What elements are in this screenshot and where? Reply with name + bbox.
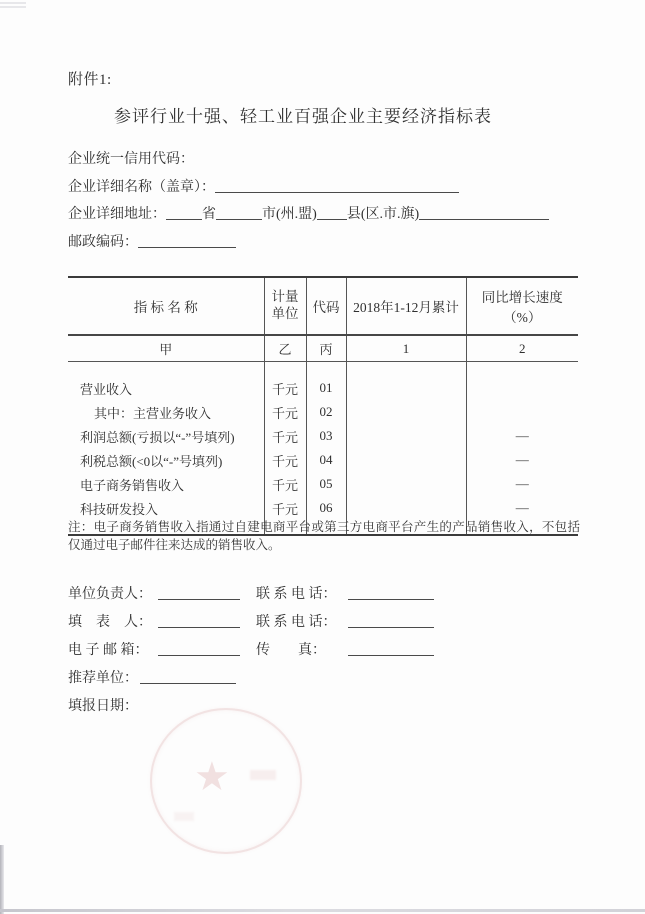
indicator-name-cell: 利润总额(亏损以“-”号填列) xyxy=(80,429,235,445)
responsible-label: 单位负责人： xyxy=(68,587,152,602)
col-header-code: 代码 xyxy=(306,277,346,335)
table-row xyxy=(68,496,578,520)
preparer-label: 填 表 人： xyxy=(68,615,152,630)
unit-cell: 千元 xyxy=(264,376,306,400)
phone2-blank xyxy=(348,613,434,628)
code-cell: 02 xyxy=(306,400,346,424)
subheader-unit: 乙 xyxy=(264,335,306,362)
code-cell: 05 xyxy=(306,472,346,496)
col-header-unit xyxy=(264,277,306,335)
address-detail-blank xyxy=(419,205,549,220)
growth-cell: — xyxy=(466,496,578,520)
phone2-label: 联 系 电 话： xyxy=(256,615,337,630)
address-label: 企业详细地址： xyxy=(68,207,166,222)
indicator-name-cell: 利税总额(<0以“-”号填列) xyxy=(80,453,223,469)
subheader-indicator: 甲 xyxy=(68,335,264,362)
table-row xyxy=(68,424,578,448)
indicator-name-cell: 其中：主营业务收入 xyxy=(94,405,212,421)
scan-artifact-bottom-edge xyxy=(0,909,645,912)
postal-code-blank xyxy=(138,233,236,248)
fax-label: 传 真： xyxy=(256,643,326,658)
table-subheader-row xyxy=(68,335,578,362)
address-province-blank xyxy=(166,205,202,220)
col-header-indicator: 指 标 名 称 xyxy=(68,277,264,335)
attachment-label: 附件1: xyxy=(68,72,112,88)
value-cell xyxy=(346,376,466,400)
email-row xyxy=(68,639,434,667)
seal-ring xyxy=(150,708,302,854)
preparer-blank xyxy=(158,613,240,628)
indicator-name-cell: 营业收入 xyxy=(80,381,133,397)
responsible-row xyxy=(68,583,434,611)
growth-cell xyxy=(466,376,578,400)
code-cell: 04 xyxy=(306,448,346,472)
indicators-table xyxy=(68,276,578,536)
scan-artifact-left-edge xyxy=(0,845,4,914)
table-row xyxy=(68,472,578,496)
subheader-growth: 2 xyxy=(466,335,578,362)
credit-code-line xyxy=(68,148,194,168)
address-city-suffix: 市(州.盟) xyxy=(262,207,317,222)
subheader-period: 1 xyxy=(346,335,466,362)
recommender-blank xyxy=(140,669,236,684)
date-label: 填报日期： xyxy=(68,699,138,714)
address-city-blank xyxy=(216,205,262,220)
code-cell: 06 xyxy=(306,496,346,520)
unit-cell: 千元 xyxy=(264,448,306,472)
subheader-code: 丙 xyxy=(306,335,346,362)
page-title: 参评行业十强、轻工业百强企业主要经济指标表 xyxy=(114,107,492,126)
phone1-blank xyxy=(348,585,434,600)
recommender-label: 推荐单位： xyxy=(68,671,138,686)
recommender-row xyxy=(68,667,434,695)
credit-code-label: 企业统一信用代码： xyxy=(68,152,194,167)
phone1-label: 联 系 电 话： xyxy=(256,587,337,602)
star-icon: ★ xyxy=(194,754,230,800)
footnote: 注：电子商务销售收入指通过自建电商平台或第三方电商平台产生的产品销售收入，不包括仅通过电子邮件往来达成的销售收入。 xyxy=(68,520,580,553)
indicator-name-cell: 电子商务销售收入 xyxy=(80,477,185,493)
spacer-row xyxy=(68,362,578,377)
growth-cell: — xyxy=(466,472,578,496)
unit-cell: 千元 xyxy=(264,424,306,448)
growth-cell xyxy=(466,400,578,424)
code-cell: 01 xyxy=(306,376,346,400)
value-cell xyxy=(346,496,466,520)
growth-cell: — xyxy=(466,448,578,472)
table-row xyxy=(68,376,578,400)
indicator-name-cell: 科技研发投入 xyxy=(80,501,159,517)
email-blank xyxy=(158,641,240,656)
value-cell xyxy=(346,472,466,496)
responsible-blank xyxy=(158,585,240,600)
company-seal-stamp xyxy=(150,708,302,854)
date-row xyxy=(68,695,434,723)
address-line xyxy=(68,203,549,223)
company-name-line xyxy=(68,176,459,196)
footer-fields xyxy=(68,583,434,723)
company-name-label: 企业详细名称（盖章）： xyxy=(68,180,215,195)
address-province-suffix: 省 xyxy=(202,207,216,222)
preparer-row xyxy=(68,611,434,639)
unit-header-line1: 计量 xyxy=(271,289,299,305)
unit-cell: 千元 xyxy=(264,400,306,424)
address-county-blank xyxy=(317,205,347,220)
table-row xyxy=(68,400,578,424)
value-cell xyxy=(346,448,466,472)
value-cell xyxy=(346,400,466,424)
unit-cell: 千元 xyxy=(264,496,306,520)
col-header-period: 2018年1-12月累计 xyxy=(346,277,466,335)
table-header-row xyxy=(68,277,578,335)
value-cell xyxy=(346,424,466,448)
email-label: 电 子 邮 箱： xyxy=(68,643,149,658)
company-name-blank xyxy=(215,178,459,193)
address-county-suffix: 县(区.市.旗) xyxy=(346,207,420,222)
col-header-growth: 同比增长速度（%） xyxy=(466,277,578,335)
growth-cell: — xyxy=(466,424,578,448)
unit-header-line2: 单位 xyxy=(271,306,299,321)
table-row xyxy=(68,448,578,472)
seal-text-smudge xyxy=(250,770,276,780)
fax-blank xyxy=(348,641,434,656)
postal-code-label: 邮政编码： xyxy=(68,235,138,250)
unit-cell: 千元 xyxy=(264,472,306,496)
postal-code-line xyxy=(68,231,236,251)
seal-text-smudge xyxy=(174,812,194,821)
code-cell: 03 xyxy=(306,424,346,448)
scan-artifact-top-left xyxy=(0,2,26,9)
